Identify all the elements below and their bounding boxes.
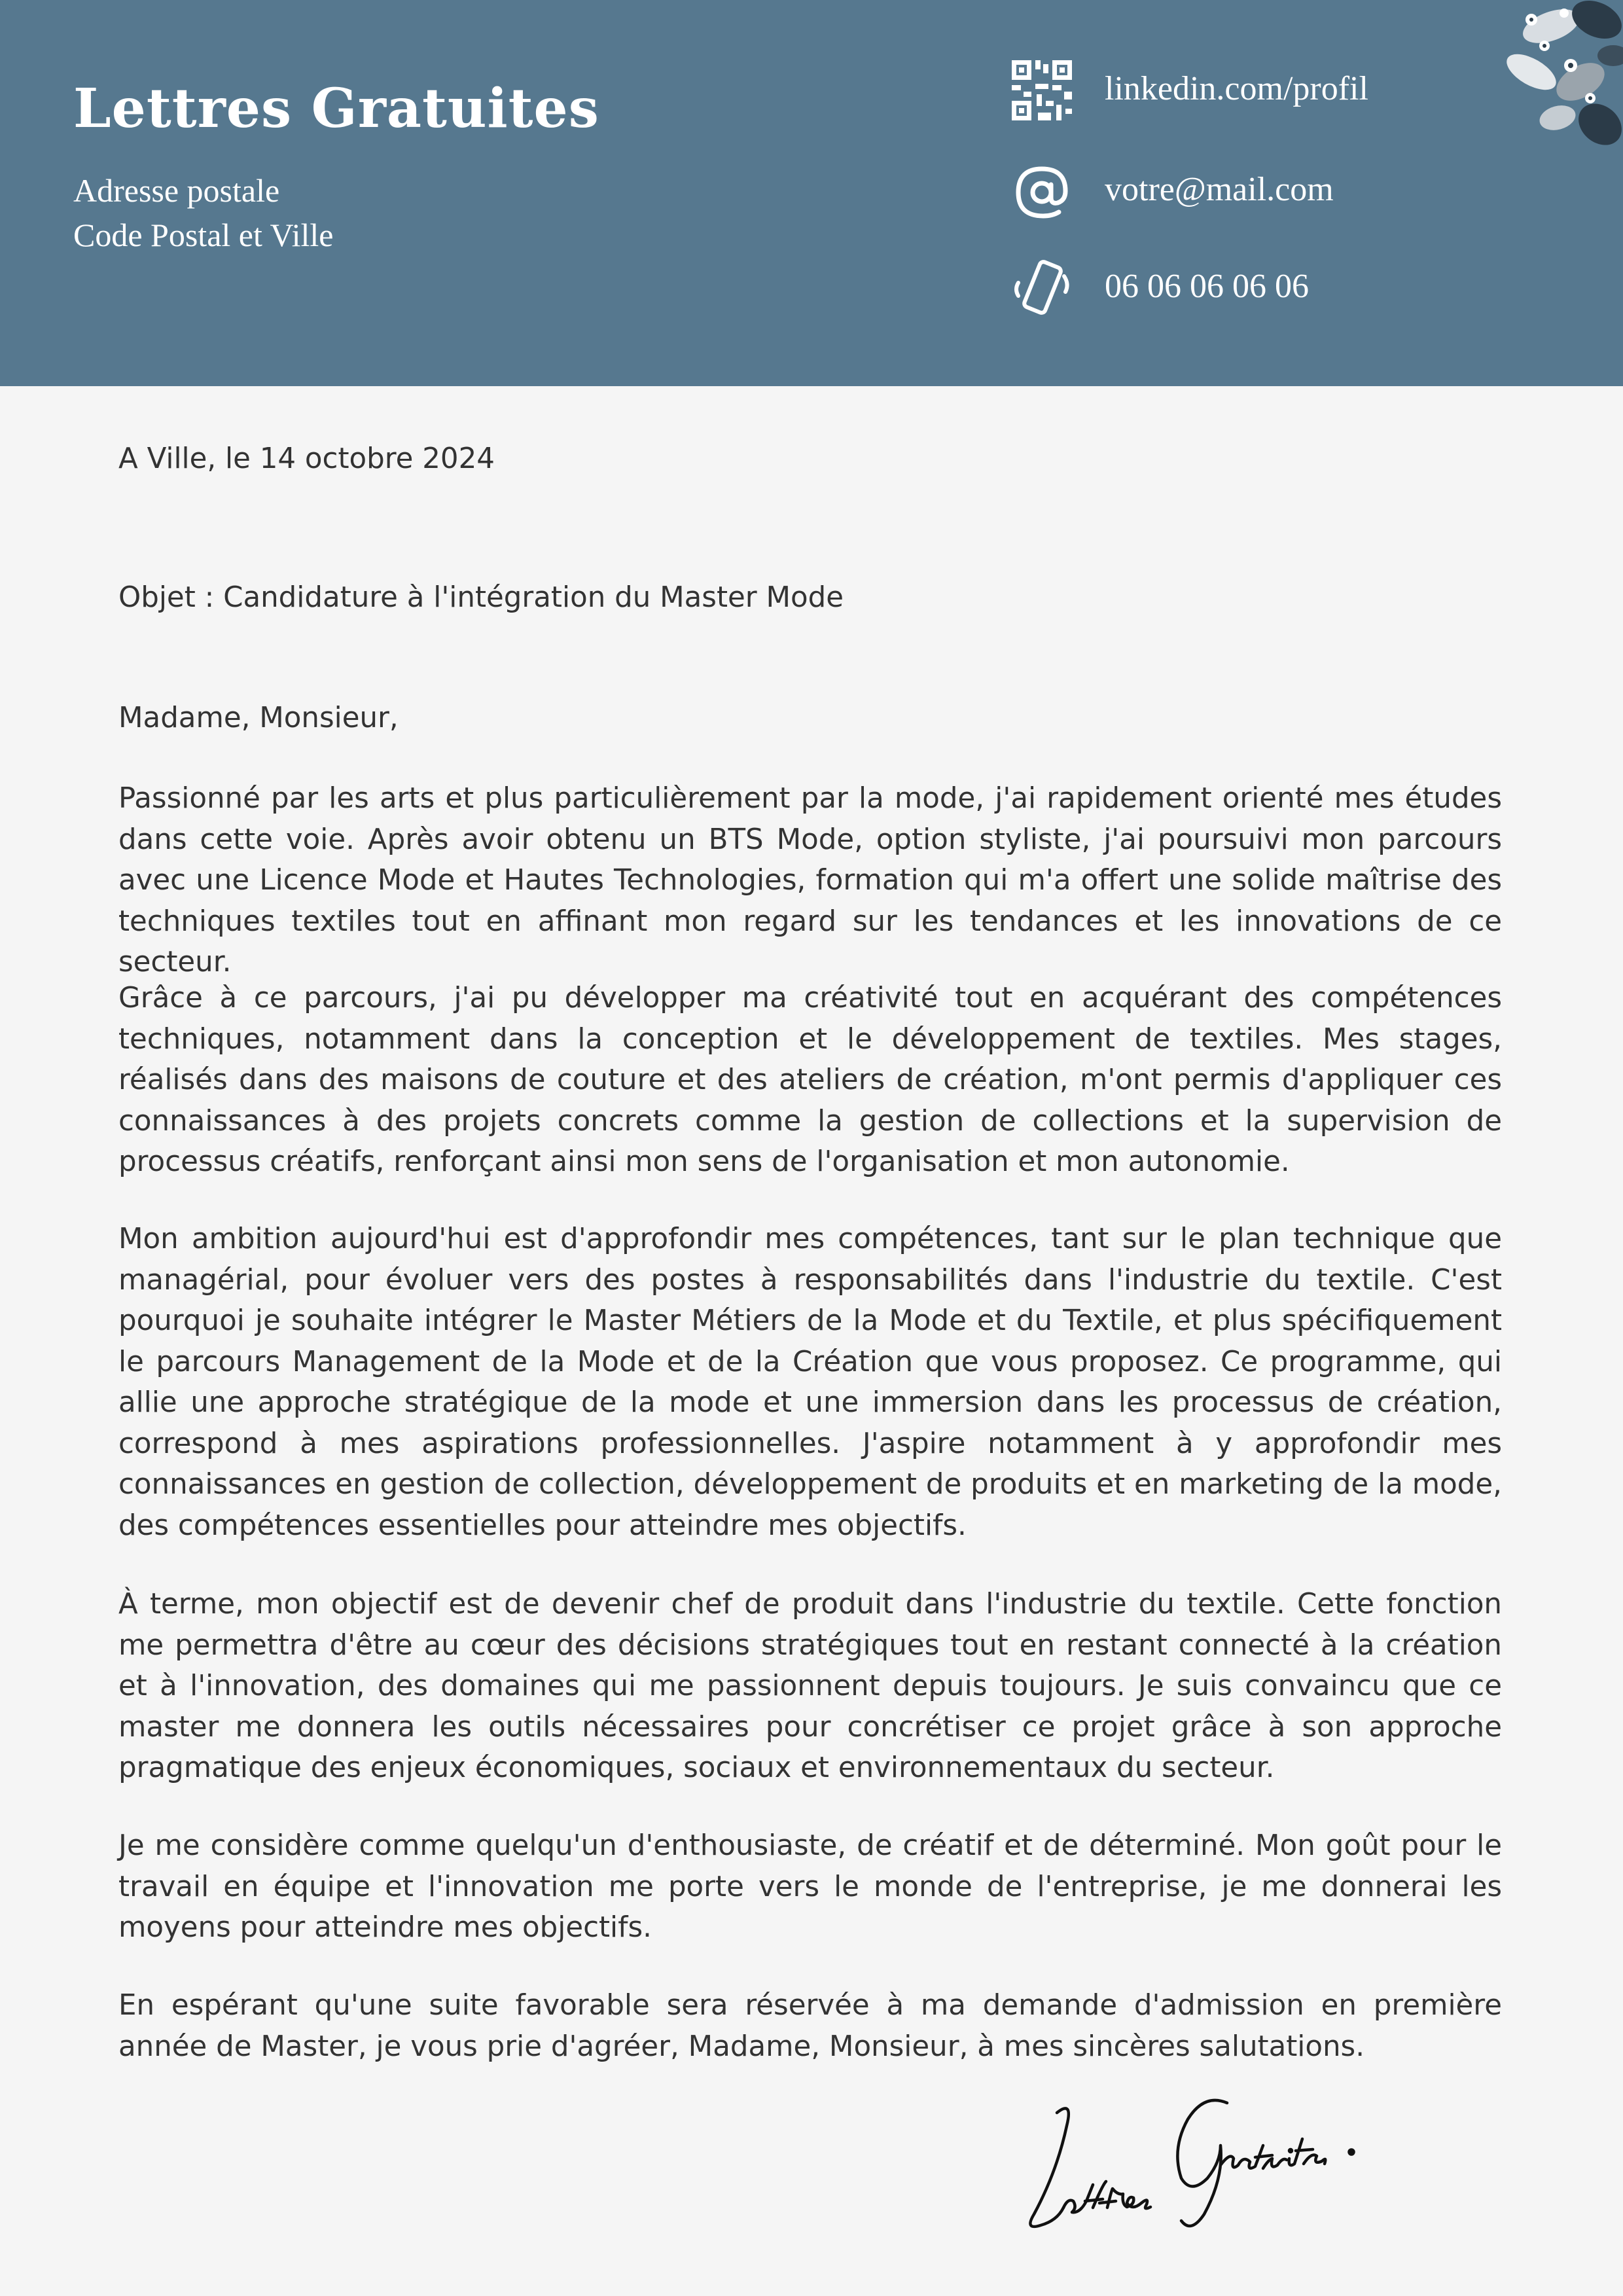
paragraph-1: Passionné par les arts et plus particulièrement par la mode, j'ai rapidement orienté mes études dans cette voie. Après avoir obtenu un BTS Mode, option styliste, j'ai poursuivi mon parcours avec une Licence Mode et Hautes Technologies, formation qui m'a offert une solide maîtrise des techniques textiles tout en affinant mon regard sur les tendances et les innovations de ce secteur.	[118, 782, 1502, 978]
address-line-1: Adresse postale	[73, 172, 280, 209]
paragraph-3: Mon ambition aujourd'hui est d'approfondir mes compétences, tant sur le plan technique que managérial, pour évoluer vers des postes à responsabilités dans l'industrie du textile. C'est pourquoi je souhaite intégrer le Master Métiers de la Mode et du Textile, et plus spécifiquement le parcours Management de la Mode et de la Création que vous proposez. Ce programme, qui allie une approche stratégique de la mode et une immersion dans les processus de création, correspond à mes aspirations professionnelles. J'aspire notamment à y approfondir mes connaissances en gestion de collection, développement de produits et en marketing de la mode, des compétences essentielles pour atteindre mes objectifs.	[118, 1223, 1502, 1542]
header-banner	[0, 0, 1623, 386]
sender-name: Lettres Gratuites	[73, 77, 599, 140]
salutation: Madame, Monsieur,	[118, 702, 399, 734]
address-line-2: Code Postal et Ville	[73, 217, 334, 253]
paragraph-5: Je me considère comme quelqu'un d'enthousiaste, de créatif et de déterminé. Mon goût pour le travail en équipe et l'innovation me porte vers le monde de l'entreprise, je me donnerai les moyens pour atteindre mes objectifs.	[118, 1829, 1502, 1944]
linkedin-link[interactable]: linkedin.com/profil	[1105, 70, 1368, 107]
paragraph-2: Grâce à ce parcours, j'ai pu développer ma créativité tout en acquérant des compétences techniques, notamment dans la conception et le développement de textiles. Mes stages, réalisés dans des maisons de couture et des ateliers de création, m'ont permis d'appliquer ces connaissances à des projets concrets comme la gestion de collections et la supervision de processus créatifs, renforçant ainsi mon sens de l'organisation et mon autonomie.	[118, 982, 1502, 1178]
qr-code-icon	[1009, 58, 1075, 123]
floral-decoration-icon	[1466, 0, 1623, 157]
phone-number[interactable]: 06 06 06 06 06	[1105, 268, 1309, 305]
subject-line: Objet : Candidature à l'intégration du Master Mode	[118, 581, 844, 614]
signature	[995, 2073, 1387, 2244]
at-sign-icon	[1009, 158, 1075, 224]
paragraph-6: En espérant qu'une suite favorable sera réservée à ma demande d'admission en première année de Master, je vous prie d'agréer, Madame, Monsieur, à mes sincères salutations.	[118, 1989, 1502, 2063]
phone-icon	[1009, 257, 1075, 322]
email-link[interactable]: votre@mail.com	[1105, 171, 1334, 208]
date-line: A Ville, le 14 octobre 2024	[118, 442, 495, 475]
paragraph-4: À terme, mon objectif est de devenir chef de produit dans l'industrie du textile. Cette fonction me permettra d'être au cœur des décisions stratégiques tout en restant connecté à la création et à l'innovation, des domaines qui me passionnent depuis toujours. Je suis convaincu que ce master me donnera les outils nécessaires pour concrétiser ce projet grâce à son approche pragmatique des enjeux économiques, sociaux et environnementaux du secteur.	[118, 1588, 1502, 1784]
